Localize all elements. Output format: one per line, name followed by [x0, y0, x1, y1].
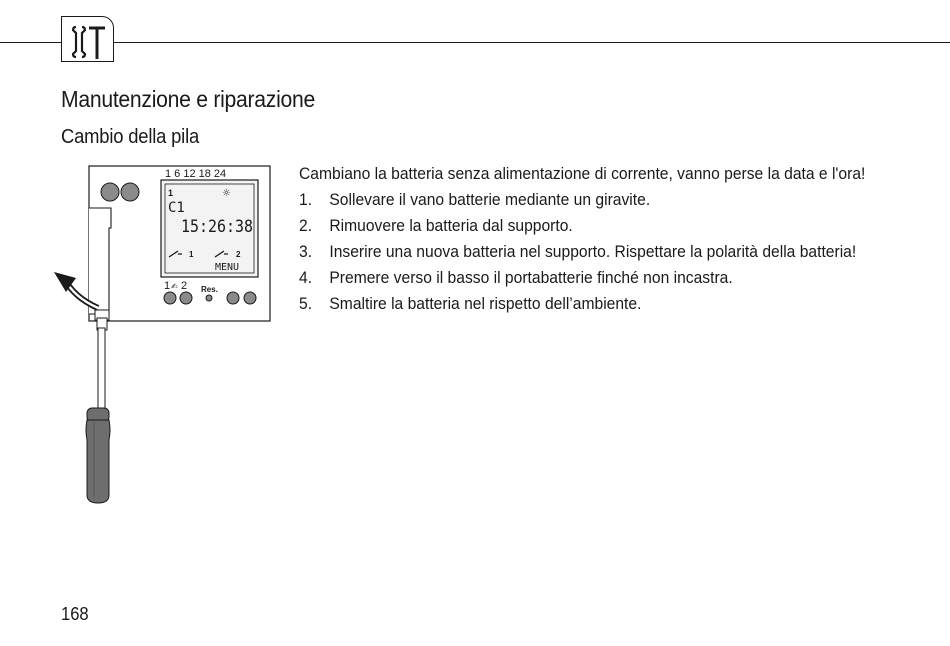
button-4-icon: [244, 292, 256, 304]
page-number: 168: [61, 604, 89, 624]
list-item: 3. Inserire una nuova batteria nel supporto. Rispettare la polarità della batteria!: [299, 242, 857, 261]
sun-icon: ☼: [222, 188, 231, 199]
list-item: 4. Premere verso il basso il portabatterie finché non incastra.: [299, 268, 733, 287]
list-item: 1. Sollevare il vano batterie mediante un giravite.: [299, 190, 651, 209]
button-1-icon: [164, 292, 176, 304]
display-menu: MENU: [215, 262, 240, 273]
list-item: 5. Smaltire la batteria nel rispetto dell’ambiente.: [299, 294, 642, 313]
instructions: [299, 161, 869, 317]
button-3-icon: [227, 292, 239, 304]
reset-label: Res.: [201, 285, 218, 294]
section-tab: [61, 16, 114, 62]
cover-knob-icon: [101, 183, 119, 201]
button-2-icon: [180, 292, 192, 304]
battery-flap: [89, 208, 111, 314]
display-time: 15:26:38: [181, 217, 253, 237]
hand-icon: ✍: [171, 282, 178, 291]
hour-scale: 1 6 12 18 24: [165, 168, 227, 180]
cover-knob-icon: [121, 183, 139, 201]
battery-change-illustration: [40, 150, 290, 520]
display-channel: 1: [168, 188, 174, 198]
button-label-2: 2: [181, 280, 188, 292]
header-rule: [0, 42, 950, 43]
display-program: C1: [168, 200, 185, 216]
section-subtitle: Cambio della pila: [61, 126, 200, 148]
steps-list: [299, 187, 869, 317]
tools-icon: [62, 17, 115, 63]
screwdriver-icon: [86, 310, 110, 503]
intro-warning: Cambiano la batteria senza alimentazione di corrente, vanno perse la data e l'ora!: [299, 164, 866, 183]
display-relay-1: 1: [189, 250, 194, 259]
button-label-1: 1: [164, 280, 171, 292]
list-item: 2. Rimuovere la batteria dal supporto.: [299, 216, 573, 235]
page-title: Manutenzione e riparazione: [61, 86, 315, 112]
display-relay-2: 2: [236, 250, 241, 259]
reset-button-icon: [206, 295, 212, 301]
